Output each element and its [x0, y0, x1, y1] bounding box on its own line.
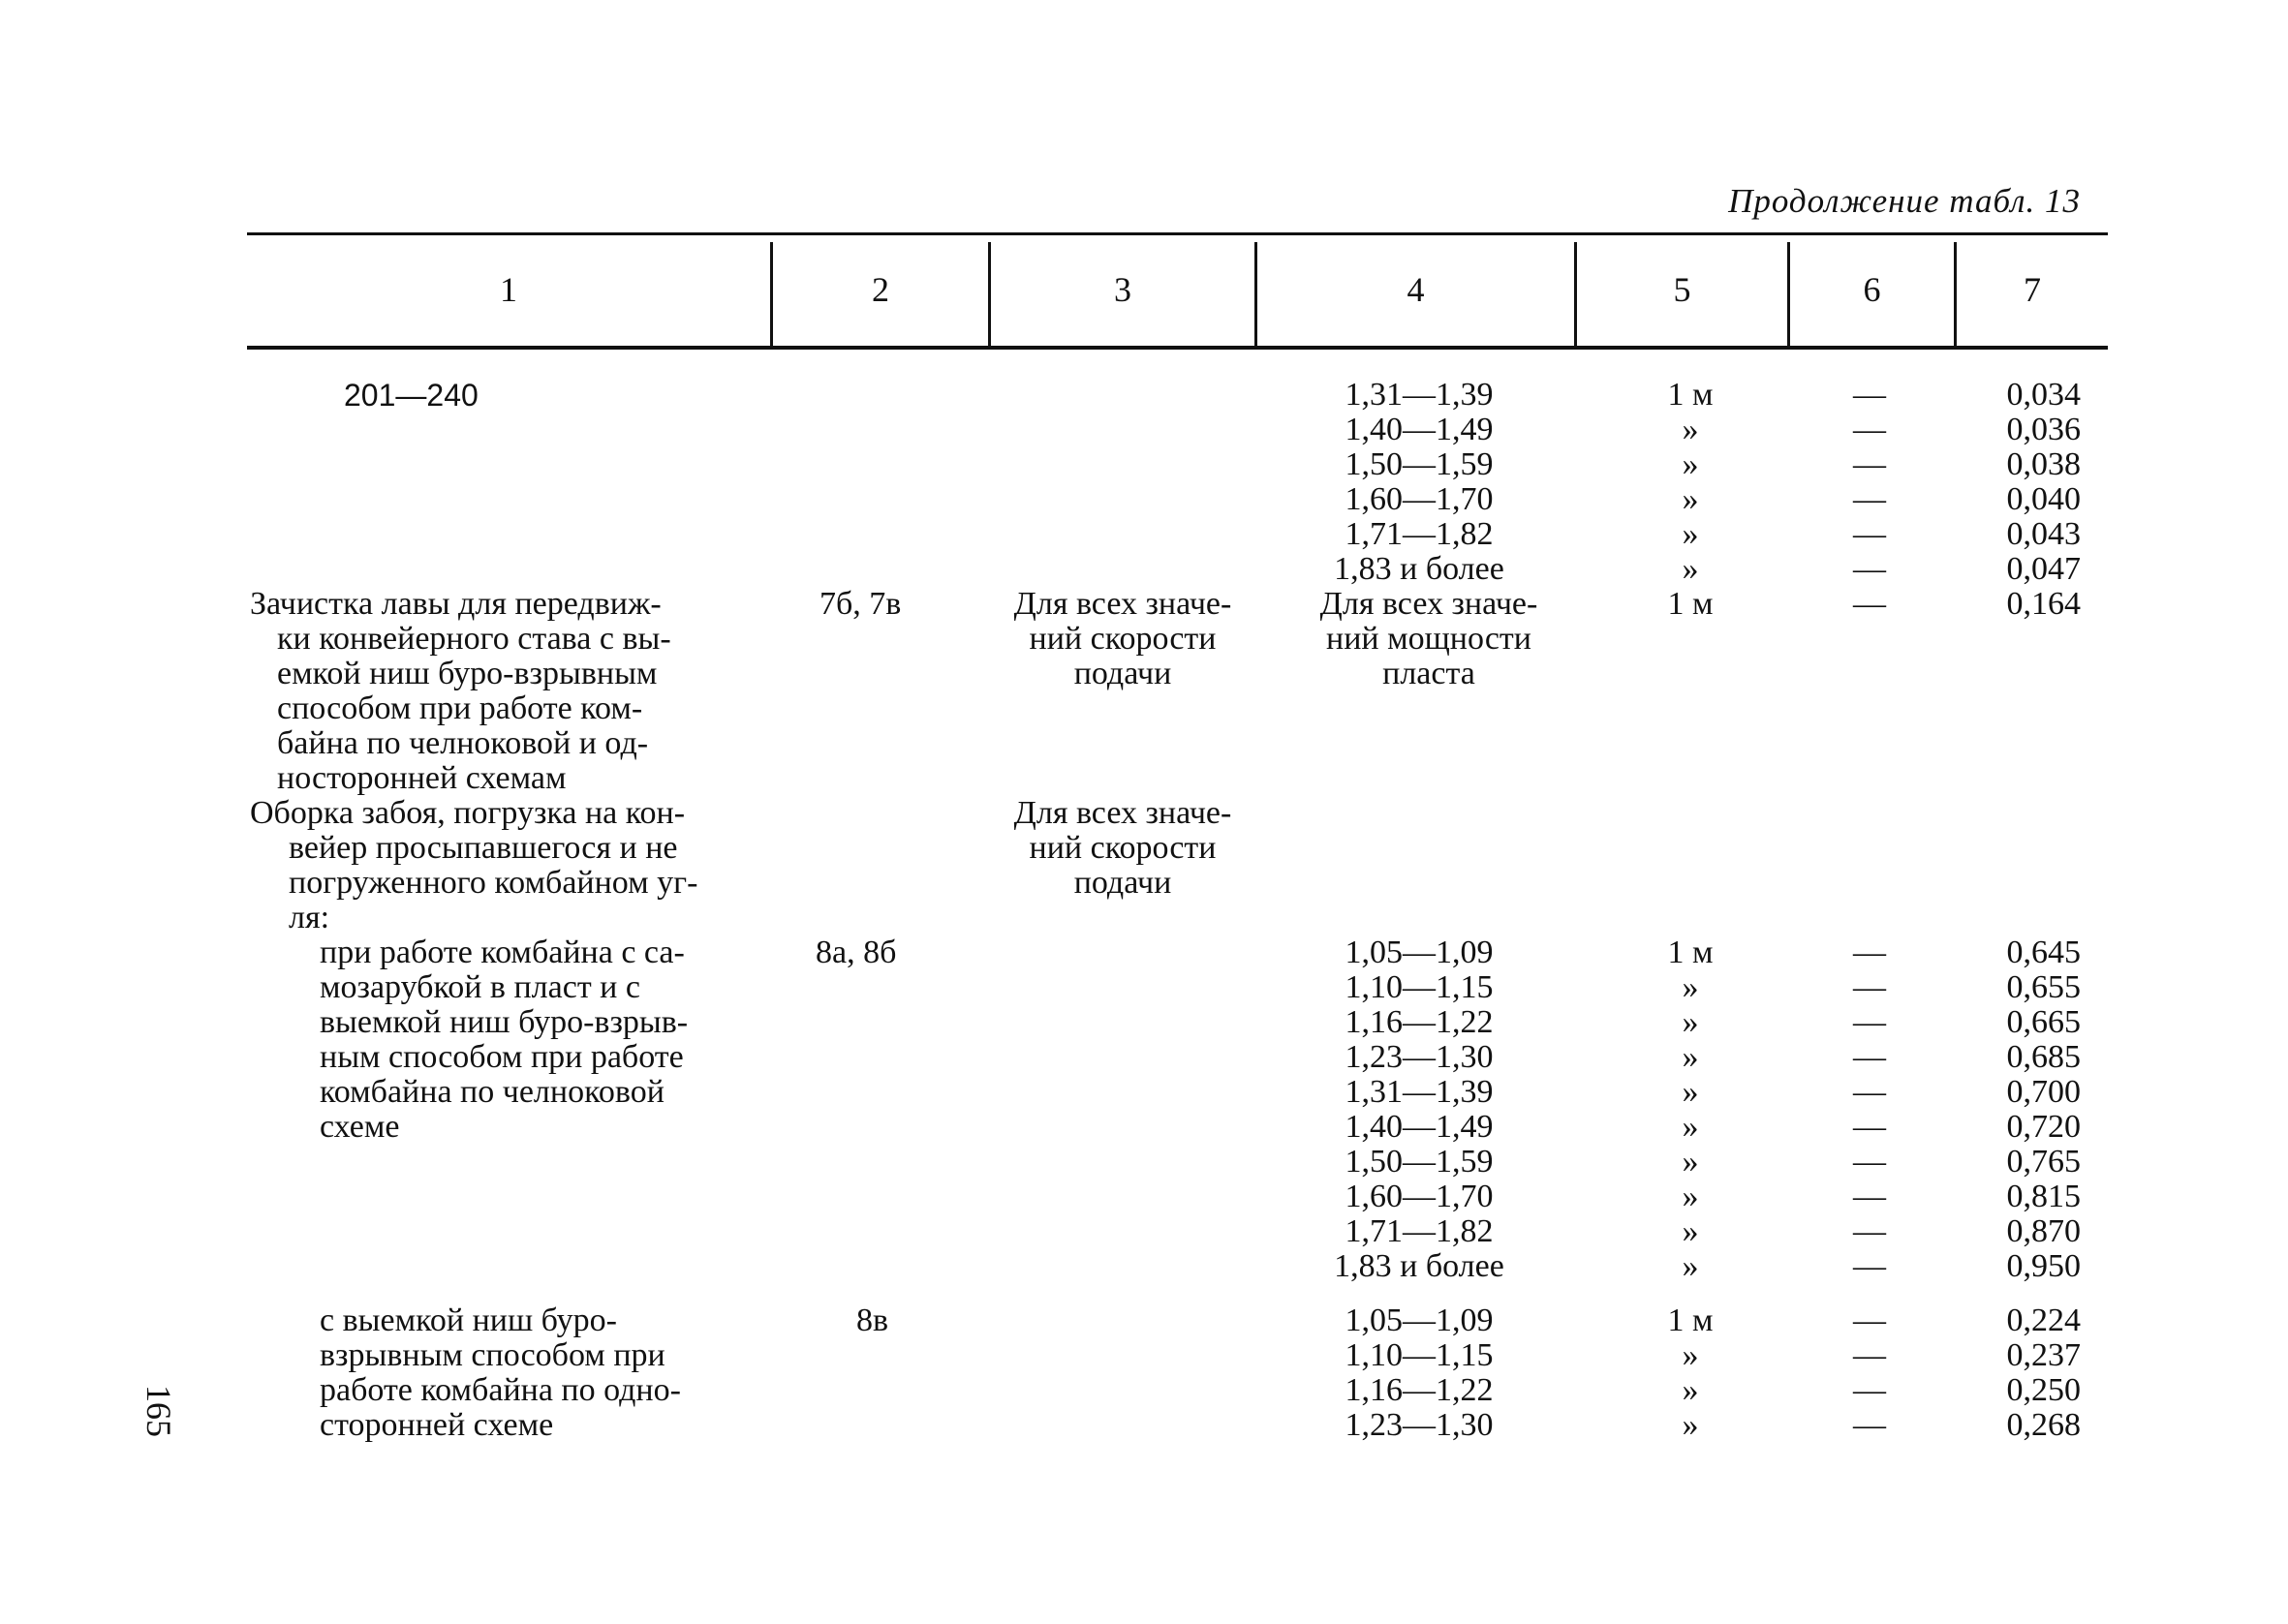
thickness-range: 1,23—1,30	[1345, 1407, 1494, 1443]
unit-cell: »	[1682, 1337, 1699, 1373]
label-line: ки конвейерного става с вы-	[277, 621, 671, 657]
dash-cell: —	[1853, 1074, 1886, 1110]
value-cell: 0,047	[2006, 551, 2081, 587]
thickness-range: 1,40—1,49	[1345, 1109, 1494, 1145]
unit-cell: 1 м	[1667, 1302, 1714, 1338]
value-cell: 0,665	[2006, 1004, 2081, 1040]
dash-cell: —	[1853, 1109, 1886, 1145]
speed-cell	[988, 796, 1257, 901]
label-line: погруженного комбайном уг-	[289, 865, 698, 901]
dash-cell: —	[1853, 1337, 1886, 1373]
thickness-range: 1,31—1,39	[1345, 377, 1494, 413]
table-caption: Продолжение табл. 13	[1728, 182, 2081, 220]
speed-line: Для всех значе-	[1013, 586, 1232, 622]
dash-cell: —	[1853, 935, 1886, 970]
column-header-7: 7	[2024, 270, 2041, 309]
unit-cell: »	[1682, 551, 1699, 587]
label-line: комбайна по челноковой	[320, 1074, 665, 1110]
code-cell: 7б, 7в	[819, 586, 902, 622]
unit-cell: »	[1682, 1004, 1699, 1040]
column-header-5: 5	[1673, 270, 1691, 309]
value-cell: 0,645	[2006, 935, 2081, 970]
dash-cell: —	[1853, 481, 1886, 517]
thickness-range: 1,23—1,30	[1345, 1039, 1494, 1075]
unit-cell: »	[1682, 1039, 1699, 1075]
value-cell: 0,815	[2006, 1179, 2081, 1214]
value-cell: 0,870	[2006, 1213, 2081, 1249]
speed-line: подачи	[1073, 656, 1172, 691]
row-label	[250, 796, 768, 935]
unit-cell: 1 м	[1667, 586, 1714, 622]
thickness-range: 1,83 и более	[1334, 1248, 1504, 1284]
value-cell: 0,164	[2006, 586, 2081, 622]
column-header-6: 6	[1863, 270, 1881, 309]
dash-cell: —	[1853, 1248, 1886, 1284]
unit-cell: »	[1682, 446, 1699, 482]
thickness-range: 1,71—1,82	[1345, 516, 1494, 552]
unit-cell: »	[1682, 1372, 1699, 1408]
value-cell: 0,034	[2006, 377, 2081, 413]
dash-cell: —	[1853, 1004, 1886, 1040]
thickness-range: 1,10—1,15	[1345, 969, 1494, 1005]
dash-cell: —	[1853, 1144, 1886, 1180]
label-line: выемкой ниш буро-взрыв-	[320, 1004, 689, 1040]
thickness-range: 1,05—1,09	[1345, 935, 1494, 970]
thickness-range: 1,40—1,49	[1345, 412, 1494, 447]
label-line: способом при работе ком-	[277, 690, 643, 726]
table-header-rule	[247, 346, 2108, 350]
value-cell: 0,036	[2006, 412, 2081, 447]
label-line: сторонней схеме	[320, 1407, 554, 1443]
unit-cell: »	[1682, 1213, 1699, 1249]
label-line: носторонней схемам	[277, 760, 567, 796]
dash-cell: —	[1853, 1372, 1886, 1408]
thickness-range: 1,50—1,59	[1345, 446, 1494, 482]
dash-cell: —	[1853, 1407, 1886, 1443]
dash-cell: —	[1853, 516, 1886, 552]
thickness-range: 1,10—1,15	[1345, 1337, 1494, 1373]
value-cell: 0,224	[2006, 1302, 2081, 1338]
unit-cell: »	[1682, 969, 1699, 1005]
unit-cell: »	[1682, 1407, 1699, 1443]
unit-cell: »	[1682, 516, 1699, 552]
thickness-range: 1,60—1,70	[1345, 1179, 1494, 1214]
unit-cell: »	[1682, 1248, 1699, 1284]
unit-cell: »	[1682, 481, 1699, 517]
thickness-range: 1,16—1,22	[1345, 1372, 1494, 1408]
dash-cell: —	[1853, 446, 1886, 482]
dash-cell: —	[1853, 1179, 1886, 1214]
unit-cell: »	[1682, 412, 1699, 447]
thickness-range: 1,31—1,39	[1345, 1074, 1494, 1110]
dash-cell: —	[1853, 969, 1886, 1005]
label-line: ным способом при работе	[320, 1039, 684, 1075]
label-line: при работе комбайна с са-	[320, 935, 685, 970]
unit-cell: »	[1682, 1074, 1699, 1110]
column-header-4: 4	[1407, 270, 1425, 309]
label-line: Зачистка лавы для передвиж-	[250, 586, 662, 622]
row-label	[320, 1303, 768, 1443]
thickness-line: Для всех значе-	[1319, 586, 1538, 622]
column-header-2: 2	[872, 270, 889, 309]
label-line: емкой ниш буро-взрывным	[277, 656, 658, 691]
column-header-3: 3	[1114, 270, 1131, 309]
value-cell: 0,038	[2006, 446, 2081, 482]
thickness-line: ний мощности	[1326, 621, 1531, 657]
speed-line: подачи	[1073, 865, 1172, 901]
value-cell: 0,765	[2006, 1144, 2081, 1180]
dash-cell: —	[1853, 1302, 1886, 1338]
table-top-rule	[247, 232, 2108, 235]
unit-cell: »	[1682, 1144, 1699, 1180]
value-cell: 0,237	[2006, 1337, 2081, 1373]
thickness-line: пласта	[1382, 656, 1475, 691]
label-line: схеме	[320, 1109, 400, 1145]
unit-cell: 1 м	[1667, 935, 1714, 970]
row-label	[250, 587, 768, 796]
dash-cell: —	[1853, 551, 1886, 587]
thickness-range: 1,71—1,82	[1345, 1213, 1494, 1249]
label-line: Оборка забоя, погрузка на кон-	[250, 795, 686, 831]
label-line: взрывным способом при	[320, 1337, 665, 1373]
dash-cell: —	[1853, 586, 1886, 622]
value-cell: 0,040	[2006, 481, 2081, 517]
value-cell: 0,043	[2006, 516, 2081, 552]
value-cell: 0,268	[2006, 1407, 2081, 1443]
label-line: байна по челноковой и од-	[277, 725, 649, 761]
thickness-range: 1,83 и более	[1334, 551, 1504, 587]
code-cell: 8а, 8б	[816, 935, 897, 970]
speed-line: ний скорости	[1029, 830, 1217, 866]
unit-cell: »	[1682, 1179, 1699, 1214]
value-cell: 0,685	[2006, 1039, 2081, 1075]
unit-cell: 1 м	[1667, 377, 1714, 413]
value-cell: 0,250	[2006, 1372, 2081, 1408]
row-label: 201—240	[344, 378, 479, 413]
label-line: работе комбайна по одно-	[320, 1372, 681, 1408]
code-cell: 8в	[856, 1302, 889, 1338]
dash-cell: —	[1853, 1213, 1886, 1249]
thickness-range: 1,60—1,70	[1345, 481, 1494, 517]
value-cell: 0,700	[2006, 1074, 2081, 1110]
value-cell: 0,655	[2006, 969, 2081, 1005]
label-line: мозарубкой в пласт и с	[320, 969, 640, 1005]
value-cell: 0,720	[2006, 1109, 2081, 1145]
label-line: вейер просыпавшегося и не	[289, 830, 678, 866]
value-cell: 0,950	[2006, 1248, 2081, 1284]
speed-line: ний скорости	[1029, 621, 1217, 657]
dash-cell: —	[1853, 377, 1886, 413]
thickness-range: 1,05—1,09	[1345, 1302, 1494, 1338]
thickness-range: 1,16—1,22	[1345, 1004, 1494, 1040]
thickness-cell	[1288, 587, 1569, 691]
row-label	[320, 935, 768, 1145]
speed-cell	[988, 587, 1257, 691]
column-header-1: 1	[500, 270, 517, 309]
label-line: с выемкой ниш буро-	[320, 1302, 617, 1338]
speed-line: Для всех значе-	[1013, 795, 1232, 831]
page-number: 165	[139, 1385, 178, 1437]
thickness-range: 1,50—1,59	[1345, 1144, 1494, 1180]
dash-cell: —	[1853, 1039, 1886, 1075]
label-line: ля:	[289, 900, 330, 935]
unit-cell: »	[1682, 1109, 1699, 1145]
dash-cell: —	[1853, 412, 1886, 447]
